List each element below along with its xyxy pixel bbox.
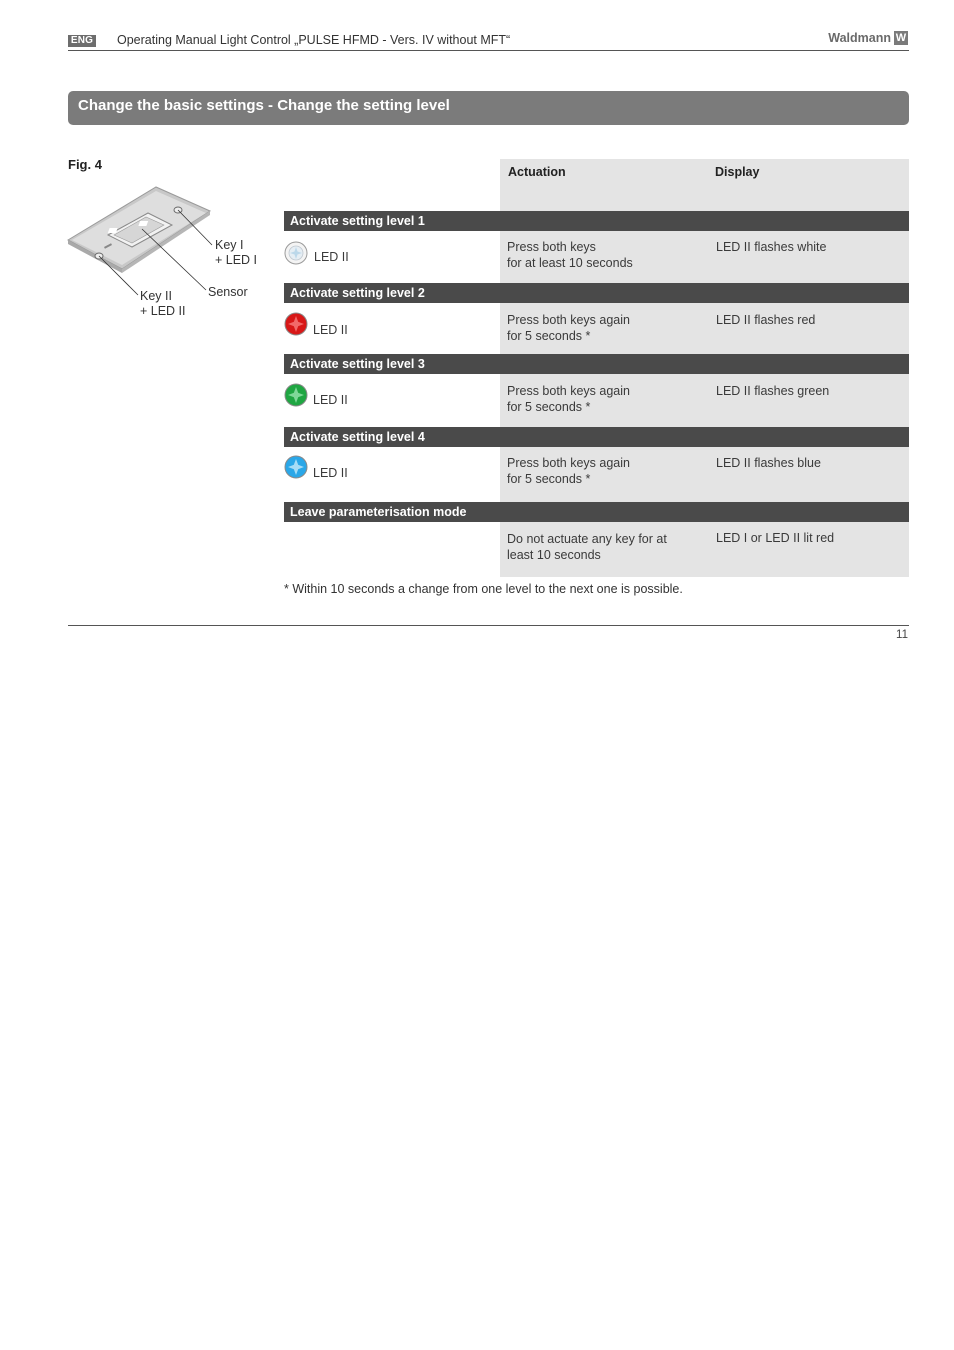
row4-led-label: LED II <box>313 466 348 480</box>
row2-actuation-line1: Press both keys again <box>507 313 630 327</box>
sensor-label: Sensor <box>208 285 248 299</box>
leave-actuation-line1: Do not actuate any key for at <box>507 532 667 546</box>
leave-display: LED I or LED II lit red <box>716 531 835 545</box>
row2-led-label: LED II <box>313 323 348 337</box>
row3-led-label: LED II <box>313 393 348 407</box>
column-header-actuation: Actuation <box>508 165 566 179</box>
row1-led-label: LED II <box>314 250 349 264</box>
level-header-leave: Leave parameterisation mode <box>284 502 909 522</box>
section-title: Change the basic settings - Change the setting level <box>68 91 909 125</box>
leave-actuation <box>507 532 667 563</box>
row3-actuation-line1: Press both keys again <box>507 384 630 398</box>
row4-actuation-line1: Press both keys again <box>507 456 630 470</box>
row1-actuation-line1: Press both keys <box>507 240 596 254</box>
header-divider <box>68 50 909 51</box>
row2-actuation <box>507 313 630 344</box>
language-badge: ENG <box>68 35 96 47</box>
led-red-icon <box>284 312 308 336</box>
key1-callout <box>215 238 257 268</box>
level-header-2: Activate setting level 2 <box>284 283 909 303</box>
level-header-4: Activate setting level 4 <box>284 427 909 447</box>
brand <box>828 31 908 45</box>
row4-actuation-line2: for 5 seconds * <box>507 471 591 486</box>
row3-actuation <box>507 384 630 415</box>
leave-actuation-line2: least 10 seconds <box>507 547 601 562</box>
row3-actuation-line2: for 5 seconds * <box>507 399 591 414</box>
row1-actuation <box>507 240 633 271</box>
led-blue-icon <box>284 455 308 479</box>
document-title: Operating Manual Light Control „PULSE HFMD - Vers. IV without MFT“ <box>117 33 511 47</box>
key1-label: Key I <box>215 238 244 252</box>
row1-display: LED II flashes white <box>716 240 827 254</box>
row1-actuation-line2: for at least 10 seconds <box>507 255 633 270</box>
key2-label: Key II <box>140 289 172 303</box>
footer-divider <box>68 625 909 626</box>
brand-name: Waldmann <box>828 31 891 45</box>
row4-display: LED II flashes blue <box>716 456 821 470</box>
row4-actuation <box>507 456 630 487</box>
row2-actuation-line2: for 5 seconds * <box>507 328 591 343</box>
key2-led-label: + LED II <box>140 304 186 318</box>
footnote: * Within 10 seconds a change from one level to the next one is possible. <box>284 582 683 596</box>
column-header-display: Display <box>715 165 760 179</box>
figure-label: Fig. 4 <box>68 157 102 172</box>
level-header-3: Activate setting level 3 <box>284 354 909 374</box>
key2-callout <box>140 289 186 319</box>
key1-led-label: + LED I <box>215 253 258 267</box>
level-header-1: Activate setting level 1 <box>284 211 909 231</box>
led-green-icon <box>284 383 308 407</box>
led-white-icon <box>284 241 308 265</box>
page-number: 11 <box>896 629 908 641</box>
row3-display: LED II flashes green <box>716 384 830 398</box>
row2-display: LED II flashes red <box>716 313 816 327</box>
brand-logo-icon: W <box>895 32 907 44</box>
